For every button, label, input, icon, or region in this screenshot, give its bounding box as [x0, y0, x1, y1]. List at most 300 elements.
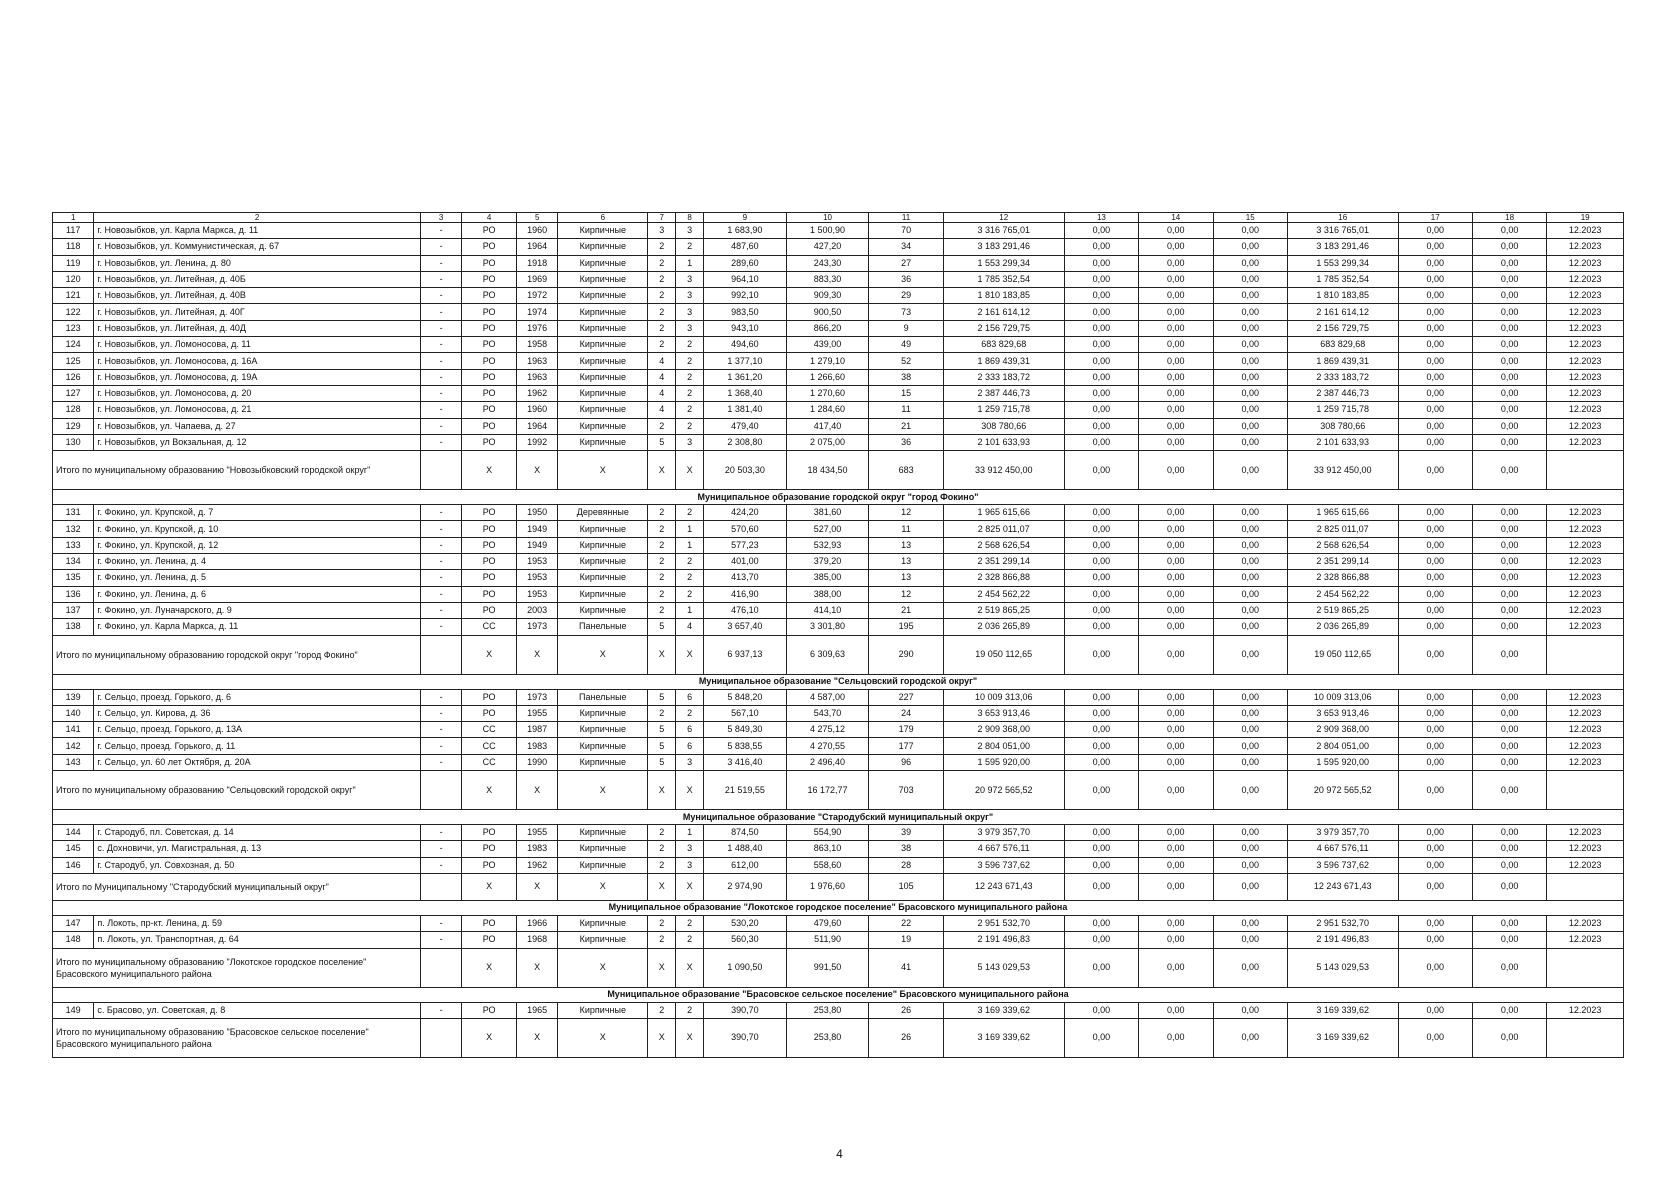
total-cell: Х — [676, 1018, 704, 1057]
table-cell: 0,00 — [1064, 239, 1138, 255]
total-cell: 0,00 — [1139, 635, 1213, 674]
table-cell: 12.2023 — [1547, 418, 1624, 434]
table-cell: 289,60 — [704, 255, 787, 271]
table-cell: 1962 — [517, 385, 558, 401]
table-row — [53, 537, 1624, 553]
total-cell: 0,00 — [1064, 451, 1138, 490]
total-cell: Х — [517, 1018, 558, 1057]
table-cell: 119 — [53, 255, 94, 271]
total-cell: 26 — [869, 1018, 943, 1057]
table-cell: 12.2023 — [1547, 337, 1624, 353]
table-cell: - — [420, 434, 461, 450]
table-cell: 0,00 — [1139, 915, 1213, 931]
table-cell: Кирпичные — [558, 705, 648, 721]
table-cell: 0,00 — [1213, 288, 1287, 304]
table-cell: 0,00 — [1139, 402, 1213, 418]
table-cell: - — [420, 754, 461, 770]
table-cell: 863,10 — [786, 841, 869, 857]
table-cell: 1963 — [517, 353, 558, 369]
table-cell: 1983 — [517, 738, 558, 754]
table-cell: 0,00 — [1398, 521, 1472, 537]
table-row — [53, 570, 1624, 586]
table-cell: 73 — [869, 304, 943, 320]
table-cell: 308 780,66 — [1287, 418, 1398, 434]
table-cell: 1 377,10 — [704, 353, 787, 369]
total-cell: 253,80 — [786, 1018, 869, 1057]
total-cell — [1547, 635, 1624, 674]
table-cell: 12 — [869, 586, 943, 602]
table-cell: 12.2023 — [1547, 722, 1624, 738]
table-cell: 0,00 — [1064, 385, 1138, 401]
address-cell: г. Новозыбков, ул. Ленина, д. 80 — [94, 255, 421, 271]
table-cell: 139 — [53, 689, 94, 705]
table-cell: 0,00 — [1213, 586, 1287, 602]
table-cell: 3 — [648, 223, 676, 239]
table-cell: СС — [462, 754, 517, 770]
table-cell: 0,00 — [1139, 537, 1213, 553]
table-cell: 15 — [869, 385, 943, 401]
table-cell: 308 780,66 — [943, 418, 1064, 434]
table-cell: 137 — [53, 602, 94, 618]
total-cell: 0,00 — [1139, 771, 1213, 810]
table-cell: 6 — [676, 689, 704, 705]
table-cell: 0,00 — [1213, 602, 1287, 618]
table-cell: 1 — [676, 537, 704, 553]
table-cell: 0,00 — [1398, 369, 1472, 385]
table-cell: 479,60 — [786, 915, 869, 931]
table-cell: 1976 — [517, 320, 558, 336]
table-cell: 12.2023 — [1547, 271, 1624, 287]
table-cell: 0,00 — [1139, 932, 1213, 948]
table-cell: 2 909 368,00 — [1287, 722, 1398, 738]
column-header: 3 — [420, 213, 461, 223]
table-cell: 0,00 — [1398, 841, 1472, 857]
table-cell: 3 979 357,70 — [1287, 825, 1398, 841]
table-cell: 0,00 — [1213, 418, 1287, 434]
table-cell: 1964 — [517, 418, 558, 434]
table-cell: 12.2023 — [1547, 521, 1624, 537]
total-cell: 0,00 — [1213, 1018, 1287, 1057]
table-row — [53, 337, 1624, 353]
table-cell: 1958 — [517, 337, 558, 353]
table-cell: 2 — [676, 586, 704, 602]
table-cell: 416,90 — [704, 586, 787, 602]
table-cell: 487,60 — [704, 239, 787, 255]
table-cell: 0,00 — [1064, 825, 1138, 841]
table-cell: 0,00 — [1472, 619, 1546, 635]
table-cell: РО — [462, 353, 517, 369]
table-cell: 177 — [869, 738, 943, 754]
table-cell: 0,00 — [1139, 841, 1213, 857]
table-cell: 11 — [869, 521, 943, 537]
total-cell: 390,70 — [704, 1018, 787, 1057]
table-cell: - — [420, 586, 461, 602]
table-cell: РО — [462, 841, 517, 857]
table-cell: 883,30 — [786, 271, 869, 287]
table-cell: 146 — [53, 857, 94, 873]
column-header: 5 — [517, 213, 558, 223]
table-cell: РО — [462, 337, 517, 353]
table-cell: РО — [462, 385, 517, 401]
table-cell: 2 — [676, 1002, 704, 1018]
table-cell: 3 183 291,46 — [1287, 239, 1398, 255]
total-cell: Х — [648, 873, 676, 900]
table-cell: 0,00 — [1213, 271, 1287, 287]
table-cell: 2 — [676, 385, 704, 401]
address-cell: г. Фокино, ул. Крупской, д. 12 — [94, 537, 421, 553]
table-cell: 983,50 — [704, 304, 787, 320]
table-cell: 866,20 — [786, 320, 869, 336]
table-cell: 70 — [869, 223, 943, 239]
section-header — [53, 987, 1624, 1002]
total-cell: 0,00 — [1398, 635, 1472, 674]
total-cell: Х — [558, 635, 648, 674]
table-cell: 0,00 — [1139, 857, 1213, 873]
total-cell: Х — [648, 451, 676, 490]
table-row — [53, 722, 1624, 738]
table-cell: 2 804 051,00 — [1287, 738, 1398, 754]
table-cell: 0,00 — [1398, 1002, 1472, 1018]
table-cell: 1 965 615,66 — [1287, 505, 1398, 521]
table-cell: 1 595 920,00 — [1287, 754, 1398, 770]
table-cell: 1 785 352,54 — [943, 271, 1064, 287]
table-cell: 127 — [53, 385, 94, 401]
table-cell: 0,00 — [1398, 857, 1472, 873]
table-cell: 3 — [676, 841, 704, 857]
table-cell: 909,30 — [786, 288, 869, 304]
table-cell: 2 568 626,54 — [1287, 537, 1398, 553]
section-header — [53, 674, 1624, 689]
table-cell: 134 — [53, 554, 94, 570]
table-cell: СС — [462, 738, 517, 754]
table-row — [53, 602, 1624, 618]
table-cell: 0,00 — [1213, 223, 1287, 239]
table-cell: 1992 — [517, 434, 558, 450]
table-cell: Кирпичные — [558, 521, 648, 537]
table-cell: 38 — [869, 841, 943, 857]
table-cell: 2 — [648, 915, 676, 931]
column-header: 8 — [676, 213, 704, 223]
table-cell: 0,00 — [1064, 619, 1138, 635]
table-cell: 570,60 — [704, 521, 787, 537]
table-cell: РО — [462, 825, 517, 841]
total-cell: Х — [558, 948, 648, 987]
table-cell: 13 — [869, 554, 943, 570]
total-cell: Х — [462, 451, 517, 490]
total-cell: Х — [676, 948, 704, 987]
total-row — [53, 873, 1624, 900]
table-cell: 0,00 — [1398, 932, 1472, 948]
table-cell: 4 667 576,11 — [1287, 841, 1398, 857]
address-cell: г. Сельцо, ул. 60 лет Октября, д. 20А — [94, 754, 421, 770]
total-cell — [1547, 1018, 1624, 1057]
column-header: 19 — [1547, 213, 1624, 223]
table-cell: Кирпичные — [558, 915, 648, 931]
table-cell: 2 — [676, 554, 704, 570]
table-cell: 13 — [869, 537, 943, 553]
address-cell: г. Фокино, ул. Крупской, д. 7 — [94, 505, 421, 521]
table-cell: 1 361,20 — [704, 369, 787, 385]
table-cell: 2 351 299,14 — [943, 554, 1064, 570]
table-cell: 0,00 — [1064, 304, 1138, 320]
table-cell: 0,00 — [1472, 857, 1546, 873]
total-cell: 5 143 029,53 — [943, 948, 1064, 987]
section-header — [53, 900, 1624, 915]
table-cell: 554,90 — [786, 825, 869, 841]
total-cell — [420, 1018, 461, 1057]
total-cell: Х — [558, 1018, 648, 1057]
table-row — [53, 418, 1624, 434]
table-cell: 3 316 765,01 — [1287, 223, 1398, 239]
table-cell: 2 101 633,93 — [943, 434, 1064, 450]
table-cell: 390,70 — [704, 1002, 787, 1018]
table-cell: - — [420, 337, 461, 353]
table-cell: РО — [462, 369, 517, 385]
table-cell: 0,00 — [1139, 434, 1213, 450]
table-cell: Кирпичные — [558, 857, 648, 873]
table-cell: 26 — [869, 1002, 943, 1018]
table-cell: 0,00 — [1064, 521, 1138, 537]
table-cell: СС — [462, 619, 517, 635]
table-cell: 0,00 — [1472, 554, 1546, 570]
total-cell — [1547, 873, 1624, 900]
table-cell: Кирпичные — [558, 554, 648, 570]
table-cell: 1950 — [517, 505, 558, 521]
table-cell: 2 328 866,88 — [1287, 570, 1398, 586]
table-cell: 12.2023 — [1547, 239, 1624, 255]
table-cell: 0,00 — [1213, 255, 1287, 271]
table-cell: 1968 — [517, 932, 558, 948]
table-cell: 2 454 562,22 — [1287, 586, 1398, 602]
table-row — [53, 385, 1624, 401]
table-cell: 4 — [648, 353, 676, 369]
table-cell: 34 — [869, 239, 943, 255]
total-cell: Х — [558, 771, 648, 810]
total-cell: 41 — [869, 948, 943, 987]
table-cell: 4 275,12 — [786, 722, 869, 738]
table-cell: Кирпичные — [558, 271, 648, 287]
table-cell: 0,00 — [1472, 722, 1546, 738]
table-cell: 2 909 368,00 — [943, 722, 1064, 738]
table-cell: 0,00 — [1472, 586, 1546, 602]
table-cell: 2 825 011,07 — [1287, 521, 1398, 537]
table-cell: 0,00 — [1472, 841, 1546, 857]
table-cell: 2 — [648, 602, 676, 618]
table-cell: 0,00 — [1398, 434, 1472, 450]
total-row — [53, 635, 1624, 674]
table-cell: 3 169 339,62 — [1287, 1002, 1398, 1018]
table-cell: 527,00 — [786, 521, 869, 537]
table-cell: 122 — [53, 304, 94, 320]
table-cell: РО — [462, 705, 517, 721]
table-cell: 0,00 — [1398, 223, 1472, 239]
table-cell: 964,10 — [704, 271, 787, 287]
total-label: Итого по муниципальному образованию "Локотское городское поселение" Брасовского муниципального района — [53, 948, 421, 987]
table-cell: 0,00 — [1472, 320, 1546, 336]
table-cell: 12.2023 — [1547, 857, 1624, 873]
page-number: 4 — [836, 1147, 843, 1161]
table-cell: 1990 — [517, 754, 558, 770]
total-cell — [420, 873, 461, 900]
table-cell: 0,00 — [1213, 505, 1287, 521]
column-header: 6 — [558, 213, 648, 223]
table-cell: 0,00 — [1398, 337, 1472, 353]
table-cell: 5 849,30 — [704, 722, 787, 738]
table-cell: 253,80 — [786, 1002, 869, 1018]
table-cell: 2 — [648, 505, 676, 521]
table-cell: 96 — [869, 754, 943, 770]
total-cell: Х — [648, 771, 676, 810]
table-cell: - — [420, 271, 461, 287]
table-cell: 0,00 — [1472, 521, 1546, 537]
total-label: Итого по муниципальному образованию "Брасовское сельское поселение" Брасовского муниципального района — [53, 1018, 421, 1057]
table-cell: 0,00 — [1139, 738, 1213, 754]
table-cell: 1 965 615,66 — [943, 505, 1064, 521]
table-cell: Кирпичные — [558, 586, 648, 602]
table-cell: РО — [462, 223, 517, 239]
total-cell: 0,00 — [1139, 451, 1213, 490]
table-cell: 3 301,80 — [786, 619, 869, 635]
table-cell: 132 — [53, 521, 94, 537]
table-cell: 1 284,60 — [786, 402, 869, 418]
total-cell: 1 976,60 — [786, 873, 869, 900]
table-cell: 3 416,40 — [704, 754, 787, 770]
table-cell: 577,23 — [704, 537, 787, 553]
table-cell: 5 — [648, 754, 676, 770]
table-cell: 2 804 051,00 — [943, 738, 1064, 754]
table-cell: 2 — [676, 353, 704, 369]
table-cell: 0,00 — [1472, 402, 1546, 418]
total-cell: Х — [517, 451, 558, 490]
table-cell: 227 — [869, 689, 943, 705]
table-row — [53, 1002, 1624, 1018]
total-cell: 0,00 — [1398, 873, 1472, 900]
table-cell: - — [420, 369, 461, 385]
table-cell: 0,00 — [1472, 223, 1546, 239]
total-cell: 0,00 — [1472, 635, 1546, 674]
table-body — [53, 213, 1624, 1058]
table-cell: 0,00 — [1064, 738, 1138, 754]
table-cell: 0,00 — [1213, 320, 1287, 336]
table-cell: РО — [462, 304, 517, 320]
housing-table — [52, 212, 1624, 1058]
table-cell: 0,00 — [1064, 857, 1138, 873]
table-cell: - — [420, 1002, 461, 1018]
table-cell: 141 — [53, 722, 94, 738]
table-cell: 0,00 — [1139, 602, 1213, 618]
header-row — [53, 213, 1624, 223]
table-cell: 243,30 — [786, 255, 869, 271]
table-cell: - — [420, 554, 461, 570]
table-cell: 0,00 — [1213, 570, 1287, 586]
table-cell: 12.2023 — [1547, 385, 1624, 401]
table-cell: 0,00 — [1213, 857, 1287, 873]
table-row — [53, 271, 1624, 287]
total-cell: 105 — [869, 873, 943, 900]
table-cell: 0,00 — [1213, 689, 1287, 705]
total-row — [53, 771, 1624, 810]
table-cell: 0,00 — [1398, 239, 1472, 255]
total-cell: Х — [558, 873, 648, 900]
table-cell: 4 — [648, 402, 676, 418]
table-cell: 0,00 — [1064, 570, 1138, 586]
total-cell — [1547, 948, 1624, 987]
table-cell: 12.2023 — [1547, 304, 1624, 320]
table-cell: 0,00 — [1472, 738, 1546, 754]
total-cell: 19 050 112,65 — [943, 635, 1064, 674]
table-cell: РО — [462, 537, 517, 553]
section-title: Муниципальное образование городской округ "город Фокино" — [53, 490, 1624, 505]
table-cell: 0,00 — [1064, 722, 1138, 738]
address-cell: г. Сельцо, ул. Кирова, д. 36 — [94, 705, 421, 721]
total-cell: 0,00 — [1064, 948, 1138, 987]
table-cell: 2 825 011,07 — [943, 521, 1064, 537]
table-cell: 2 156 729,75 — [943, 320, 1064, 336]
table-cell: 5 838,55 — [704, 738, 787, 754]
table-cell: - — [420, 932, 461, 948]
table-cell: 12.2023 — [1547, 369, 1624, 385]
table-cell: 2 — [676, 418, 704, 434]
table-cell: 0,00 — [1213, 825, 1287, 841]
table-cell: - — [420, 353, 461, 369]
address-cell: с. Дохновичи, ул. Магистральная, д. 13 — [94, 841, 421, 857]
table-cell: 12.2023 — [1547, 825, 1624, 841]
table-cell: 149 — [53, 1002, 94, 1018]
table-cell: 2 — [648, 418, 676, 434]
total-cell: 0,00 — [1398, 1018, 1472, 1057]
table-cell: 49 — [869, 337, 943, 353]
table-cell: 12.2023 — [1547, 570, 1624, 586]
total-cell: 0,00 — [1213, 948, 1287, 987]
table-cell: 2 075,00 — [786, 434, 869, 450]
table-cell: 401,00 — [704, 554, 787, 570]
table-cell: 0,00 — [1139, 418, 1213, 434]
total-cell: 33 912 450,00 — [1287, 451, 1398, 490]
table-cell: - — [420, 418, 461, 434]
address-cell: г. Новозыбков, ул. Литейная, д. 40Д — [94, 320, 421, 336]
table-cell: 36 — [869, 434, 943, 450]
table-cell: 10 009 313,06 — [943, 689, 1064, 705]
table-cell: 1964 — [517, 239, 558, 255]
table-cell: - — [420, 223, 461, 239]
total-cell: Х — [648, 1018, 676, 1057]
table-cell: 683 829,68 — [943, 337, 1064, 353]
table-cell: 2 — [676, 705, 704, 721]
table-cell: 0,00 — [1398, 271, 1472, 287]
table-cell: 0,00 — [1472, 570, 1546, 586]
table-cell: 5 — [648, 689, 676, 705]
table-cell: 0,00 — [1472, 418, 1546, 434]
table-cell: 2 333 183,72 — [943, 369, 1064, 385]
address-cell: п. Локоть, пр-кт. Ленина, д. 59 — [94, 915, 421, 931]
table-cell: 2 — [648, 586, 676, 602]
table-cell: РО — [462, 586, 517, 602]
table-cell: РО — [462, 239, 517, 255]
table-row — [53, 239, 1624, 255]
table-cell: 28 — [869, 857, 943, 873]
table-cell: РО — [462, 857, 517, 873]
table-cell: 0,00 — [1064, 418, 1138, 434]
table-cell: РО — [462, 932, 517, 948]
table-cell: 0,00 — [1064, 537, 1138, 553]
address-cell: с. Брасово, ул. Советская, д. 8 — [94, 1002, 421, 1018]
section-header — [53, 490, 1624, 505]
table-cell: 2 191 496,83 — [943, 932, 1064, 948]
table-cell: 117 — [53, 223, 94, 239]
table-row — [53, 353, 1624, 369]
table-cell: РО — [462, 602, 517, 618]
table-cell: 1 381,40 — [704, 402, 787, 418]
